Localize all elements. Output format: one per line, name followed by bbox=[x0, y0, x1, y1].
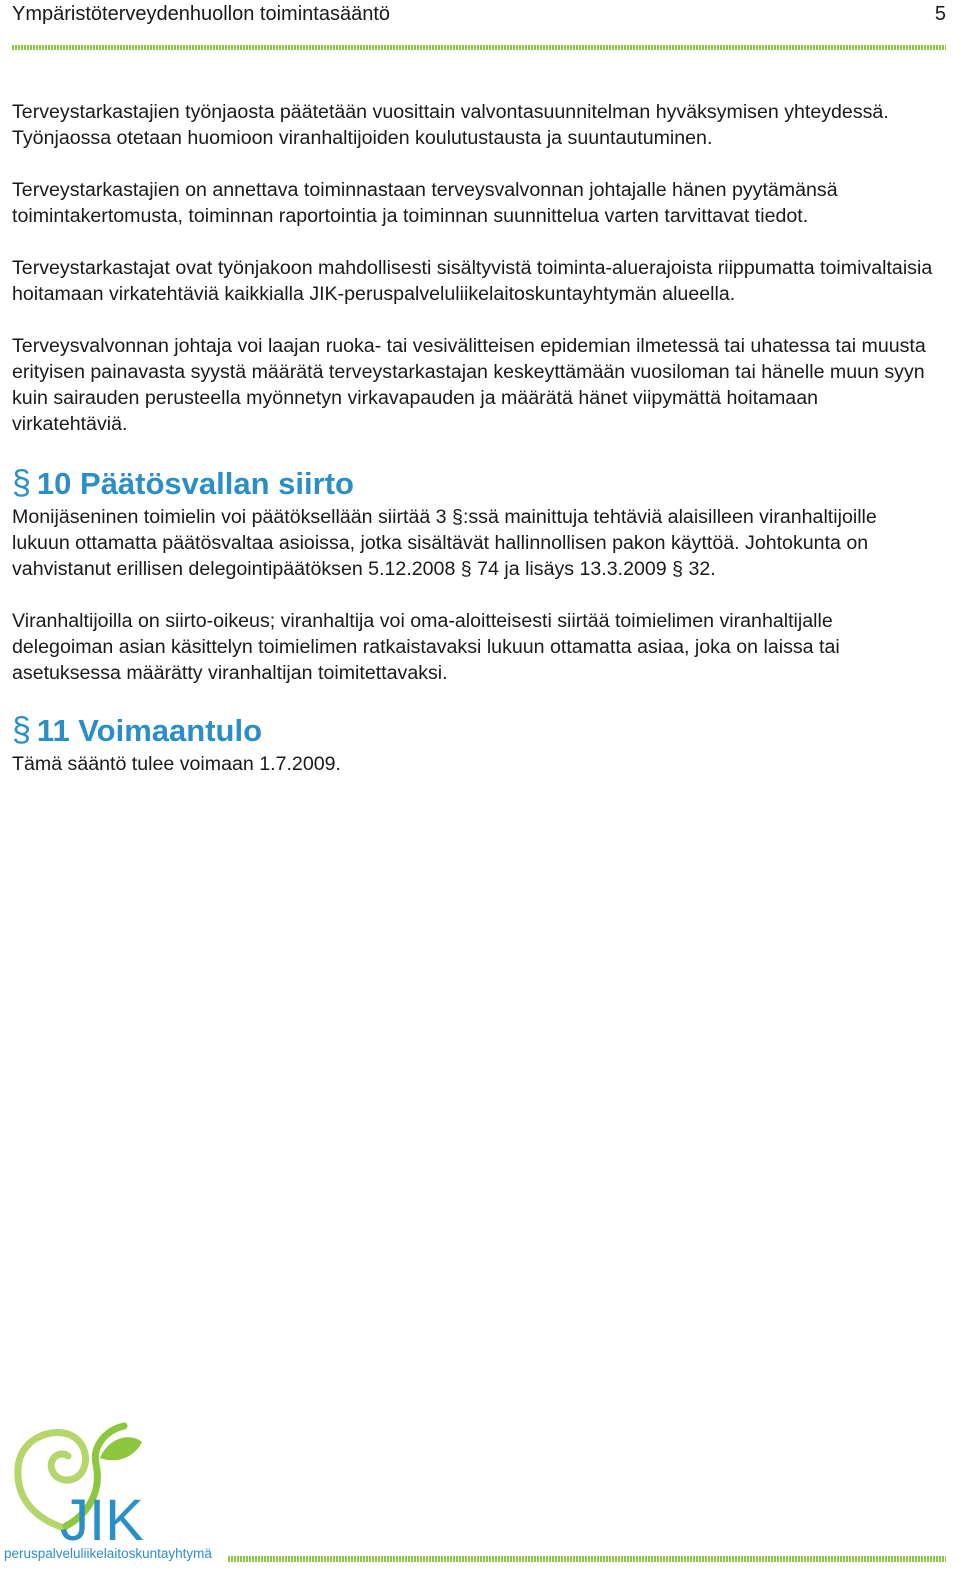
section-sign-icon: § bbox=[12, 464, 31, 502]
paragraph-epidemic: Terveysvalvonnan johtaja voi laajan ruoka- tai vesivälitteisen epidemian ilmetessä tai uhatessa tai muusta erityisen painavasta syystä määrätä terveystarkastajan keskeyttämään vuosiloman tai hänelle muun syyn kuin sairauden perusteella myönnetyn virkavapauden ja määrätä hänet viipymättä hoitamaan virkatehtäviä. bbox=[12, 335, 926, 435]
footer-divider bbox=[228, 1556, 946, 1562]
page-header bbox=[12, 0, 946, 50]
paragraph-reporting: Terveystarkastajien on annettava toiminnastaan terveysvalvonnan johtajalle hänen pyytämänsä toimintakertomusta, toiminnan raportointia ja toiminnan suunnittelua varten tarvittavat tiedot. bbox=[12, 179, 838, 227]
jik-logo-icon bbox=[4, 1418, 210, 1546]
section-sign-inline: § bbox=[452, 506, 463, 528]
section-10-title: 10 Päätösvallan siirto bbox=[36, 466, 354, 501]
section-11-title: 11 Voimaantulo bbox=[36, 713, 263, 748]
section-sign-inline: § bbox=[460, 558, 472, 580]
logo-letters: JIK bbox=[60, 1488, 144, 1546]
paragraph-transfer-right: Viranhaltijoilla on siirto-oikeus; viranhaltija voi oma-aloitteisesti siirtää toimielimen viranhaltijalle delegoiman asian käsittelyn toimielimen ratkaistavaksi lukuun ottamatta asiaa, joka on laissa tai asetuksessa määrätty viranhaltijan toimitettavaksi. bbox=[12, 610, 840, 684]
document-title: Ympäristöterveydenhuollon toimintasääntö bbox=[12, 3, 390, 25]
jik-logo bbox=[4, 1418, 210, 1566]
section-10-heading bbox=[12, 463, 934, 504]
page-number: 5 bbox=[934, 3, 946, 25]
section-sign-icon: § bbox=[12, 711, 31, 749]
document-body bbox=[12, 99, 934, 777]
section-11-heading bbox=[12, 710, 934, 751]
paragraph-jurisdiction: Terveystarkastajat ovat työnjakoon mahdollisesti sisältyvistä toiminta-aluerajoista riippumatta toimivaltaisia hoitamaan virkatehtäviä kaikkialla JIK-peruspalveluliikelaitoskuntayhtymän alueella. bbox=[12, 257, 933, 305]
paragraph-work-allocation: Terveystarkastajien työnjaosta päätetään vuosittain valvontasuunnitelman hyväksymisen yhteydessä. Työnjaossa otetaan huomioon viranhaltijoiden koulutustausta ja suuntautuminen. bbox=[12, 101, 889, 149]
paragraph-effective-date: Tämä sääntö tulee voimaan 1.7.2009. bbox=[12, 753, 341, 775]
section-sign-inline: § bbox=[672, 558, 684, 580]
header-divider bbox=[12, 45, 946, 50]
logo-caption: peruspalveluliikelaitoskuntayhtymä bbox=[4, 1546, 212, 1561]
paragraph-delegation: Monijäseninen toimielin voi päätöksellään siirtää 3 §:ssä mainittuja tehtäviä alaisilleen viranhaltijoille lukuun ottamatta päätösvaltaa asioissa, jotka sisältävät hallinnollisen pakon käyttöä. Johtokunta on vahvistanut erillisen delegointipäätöksen 5.12.2008 § 74 ja lisäys 13.3.2009 § 32. bbox=[12, 506, 877, 580]
